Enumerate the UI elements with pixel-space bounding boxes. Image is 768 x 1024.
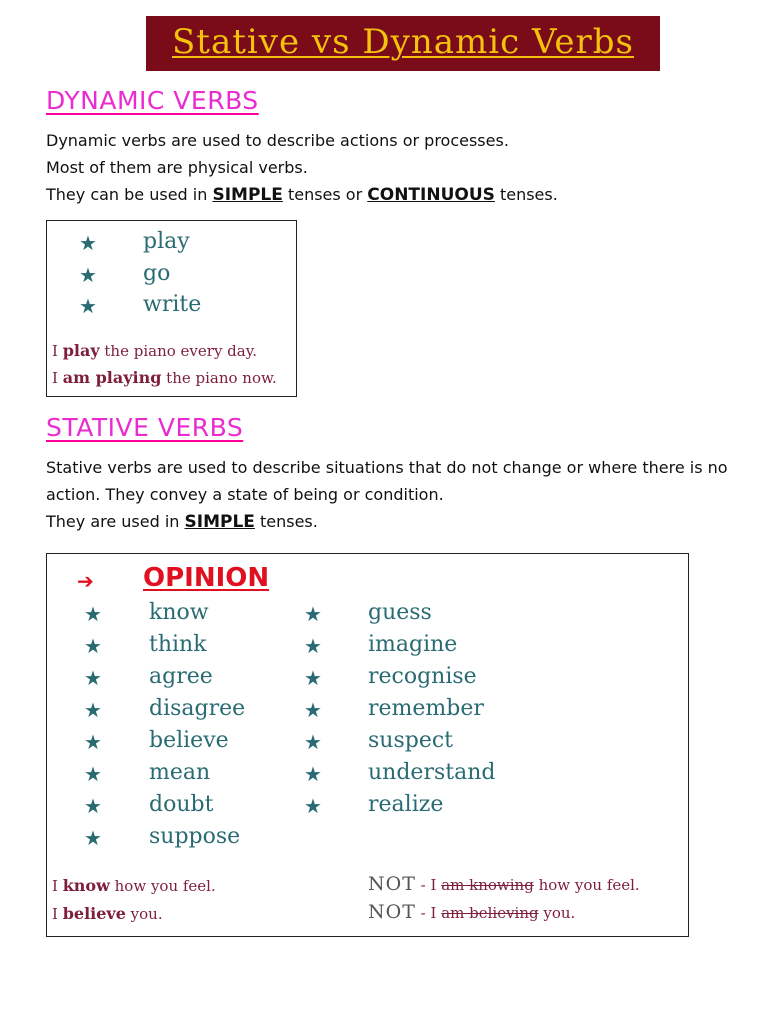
dynamic-line-3: They can be used in SIMPLE tenses or CONTINUOUS tenses. [46,185,558,205]
star-icon: ★ [84,602,102,626]
verb-item: go [143,261,171,286]
star-icon: ★ [304,634,322,658]
right-arrow-icon: ➔ [77,569,94,593]
star-icon: ★ [304,794,322,818]
verb-item: think [149,632,207,657]
verb-item: play [143,229,190,254]
dynamic-example-2: I am playing the piano now. [52,368,277,387]
star-icon: ★ [84,794,102,818]
dynamic-verbs-box [46,220,297,397]
stative-line-1: Stative verbs are used to describe situations that do not change or where there is no [46,458,728,477]
verb-item: suspect [368,728,454,753]
stative-heading: STATIVE VERBS [46,413,244,442]
star-icon: ★ [84,730,102,754]
verb-item: recognise [368,664,477,689]
verb-item: understand [368,760,496,785]
star-icon: ★ [84,826,102,850]
star-icon: ★ [84,698,102,722]
stative-line-2: action. They convey a state of being or condition. [46,485,444,504]
star-icon: ★ [304,762,322,786]
verb-item: know [149,600,209,625]
verb-item: suppose [149,824,241,849]
stative-line-3: They are used in SIMPLE tenses. [46,512,318,532]
page-title: Stative vs Dynamic Verbs [172,22,634,62]
verb-item: write [143,292,202,317]
star-icon: ★ [84,762,102,786]
stative-description [46,454,728,536]
verb-item: doubt [149,792,214,817]
dynamic-example-1: I play the piano every day. [52,341,257,360]
verb-item: remember [368,696,484,721]
verb-item: mean [149,760,211,785]
star-icon: ★ [304,698,322,722]
simple-keyword: SIMPLE [184,512,255,532]
star-icon: ★ [304,602,322,626]
verb-item: agree [149,664,213,689]
star-icon: ★ [304,666,322,690]
title-banner [146,16,660,71]
star-icon: ★ [79,263,97,287]
opinion-category: OPINION [143,563,270,593]
star-icon: ★ [79,231,97,255]
dynamic-line-2: Most of them are physical verbs. [46,158,308,177]
verb-item: believe [149,728,229,753]
stative-example-2: I believe you. [52,904,163,923]
verb-item: imagine [368,632,458,657]
verb-item: realize [368,792,444,817]
simple-keyword: SIMPLE [212,185,283,205]
verb-item: guess [368,600,432,625]
star-icon: ★ [79,294,97,318]
incorrect-example-2: NOT - I am believing you. [368,901,576,923]
dynamic-line-1: Dynamic verbs are used to describe actions or processes. [46,131,509,150]
stative-example-1: I know how you feel. [52,876,216,895]
verb-item: disagree [149,696,246,721]
incorrect-example-1: NOT - I am knowing how you feel. [368,873,640,895]
dynamic-description [46,127,558,209]
continuous-keyword: CONTINUOUS [367,185,495,205]
star-icon: ★ [84,666,102,690]
dynamic-heading: DYNAMIC VERBS [46,86,259,115]
star-icon: ★ [84,634,102,658]
star-icon: ★ [304,730,322,754]
